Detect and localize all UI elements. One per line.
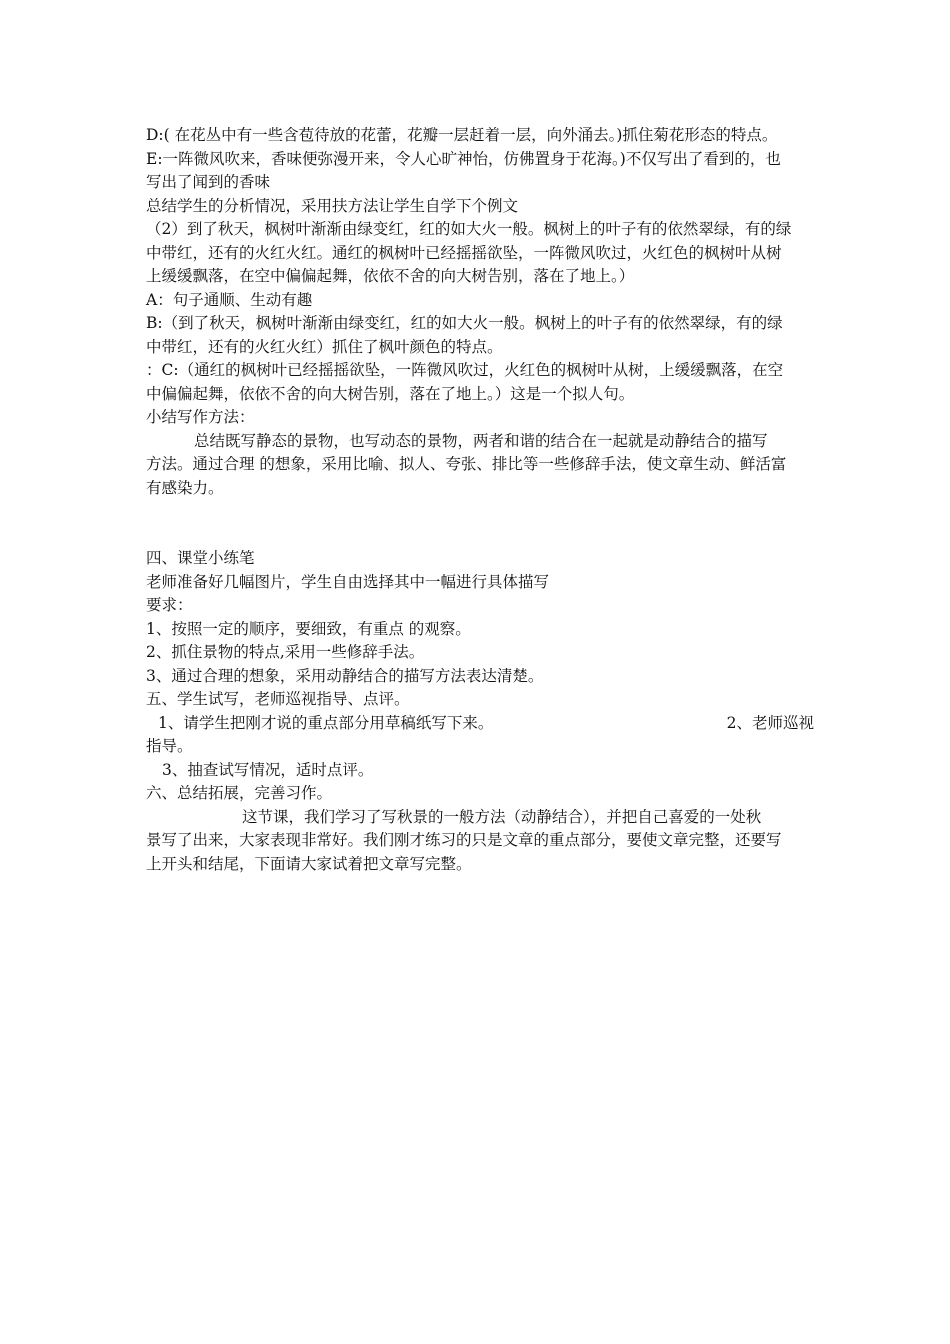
text-line: A：句子通顺、生动有趣	[146, 290, 313, 309]
list-item: 1、按照一定的顺序，要细致，有重点 的观察。	[146, 619, 471, 638]
text-line: （2）到了秋天，枫树叶渐渐由绿变红，红的如大火一般。枫树上的叶子有的依然翠绿，有的绿	[146, 220, 792, 238]
text-line: 景写了出来，大家表现非常好。我们刚才练习的只是文章的重点部分，要使文章完整，还要写	[146, 831, 782, 849]
section-heading: 小结写作方法：	[146, 408, 255, 426]
list-item: 3、抽查试写情况，适时点评。	[162, 760, 374, 779]
list-item: 3、通过合理的想象，采用动静结合的描写方法表达清楚。	[146, 666, 544, 685]
section-heading: 四、课堂小练笔	[146, 549, 255, 567]
text-line: D:( 在花丛中有一些含苞待放的花蕾，花瓣一层赶着一层，向外涌去。)抓住菊花形态的特点。	[146, 126, 778, 144]
text-line: B:（到了秋天，枫树叶渐渐由绿变红，红的如大火一般。枫树上的叶子有的依然翠绿，有的绿	[146, 314, 783, 332]
section-heading: 六、总结拓展，完善习作。	[146, 784, 333, 802]
text-line: 中带红，还有的火红火红）抓住了枫叶颜色的特点。	[146, 337, 503, 356]
text-line: 有感染力。	[146, 478, 224, 497]
text-line: 上开头和结尾，下面请大家试着把文章写完整。	[146, 854, 472, 873]
list-item: 2、抓住景物的特点,采用一些修辞手法。	[146, 643, 425, 661]
text-line: 指导。	[146, 737, 193, 755]
text-line: 中偏偏起舞，依依不舍的向大树告别，落在了地上。）这是一个拟人句。	[146, 384, 635, 403]
text-line: 总结既写静态的景物，也写动态的景物，两者和谐的结合在一起就是动静结合的描写	[194, 431, 768, 450]
text-line: ：C:（通红的枫树叶已经摇摇欲坠，一阵微风吹过，火红色的枫树叶从树，上缓缓飘落，在空	[146, 361, 784, 379]
text-line: 中带红，还有的火红火红。通红的枫树叶已经摇摇欲坠，一阵微风吹过，火红色的枫树叶从树	[146, 243, 782, 262]
text-line: 上缓缓飘落，在空中偏偏起舞，依依不舍的向大树告别，落在了地上。）	[146, 267, 635, 285]
text-line: 要求：	[146, 596, 193, 614]
list-item: 2、老师巡视	[726, 713, 814, 732]
blank-space	[146, 500, 814, 547]
text-line: 老师准备好几幅图片，学生自由选择其中一幅进行具体描写	[146, 572, 550, 591]
section-heading: 五、学生试写，老师巡视指导、点评。	[146, 690, 410, 708]
list-item: 1、请学生把刚才说的重点部分用草稿纸写下来。	[158, 713, 494, 732]
text-line: 方法。通过合理 的想象，采用比喻、拟人、夸张、排比等一些修辞手法，使文章生动、鲜活富	[146, 455, 787, 473]
text-line-split	[146, 712, 814, 736]
text-line: 总结学生的分析情况，采用扶方法让学生自学下个例文	[146, 196, 519, 215]
text-line: 这节课，我们学习了写秋景的一般方法（动静结合），并把自己喜爱的一处秋	[242, 807, 762, 826]
document-body	[146, 124, 814, 876]
text-line: E:一阵微风吹来，香味便弥漫开来，令人心旷神怡，仿佛置身于花海。)不仅写出了看到的，也	[146, 149, 781, 168]
text-line: 写出了闻到的香味	[146, 173, 271, 191]
